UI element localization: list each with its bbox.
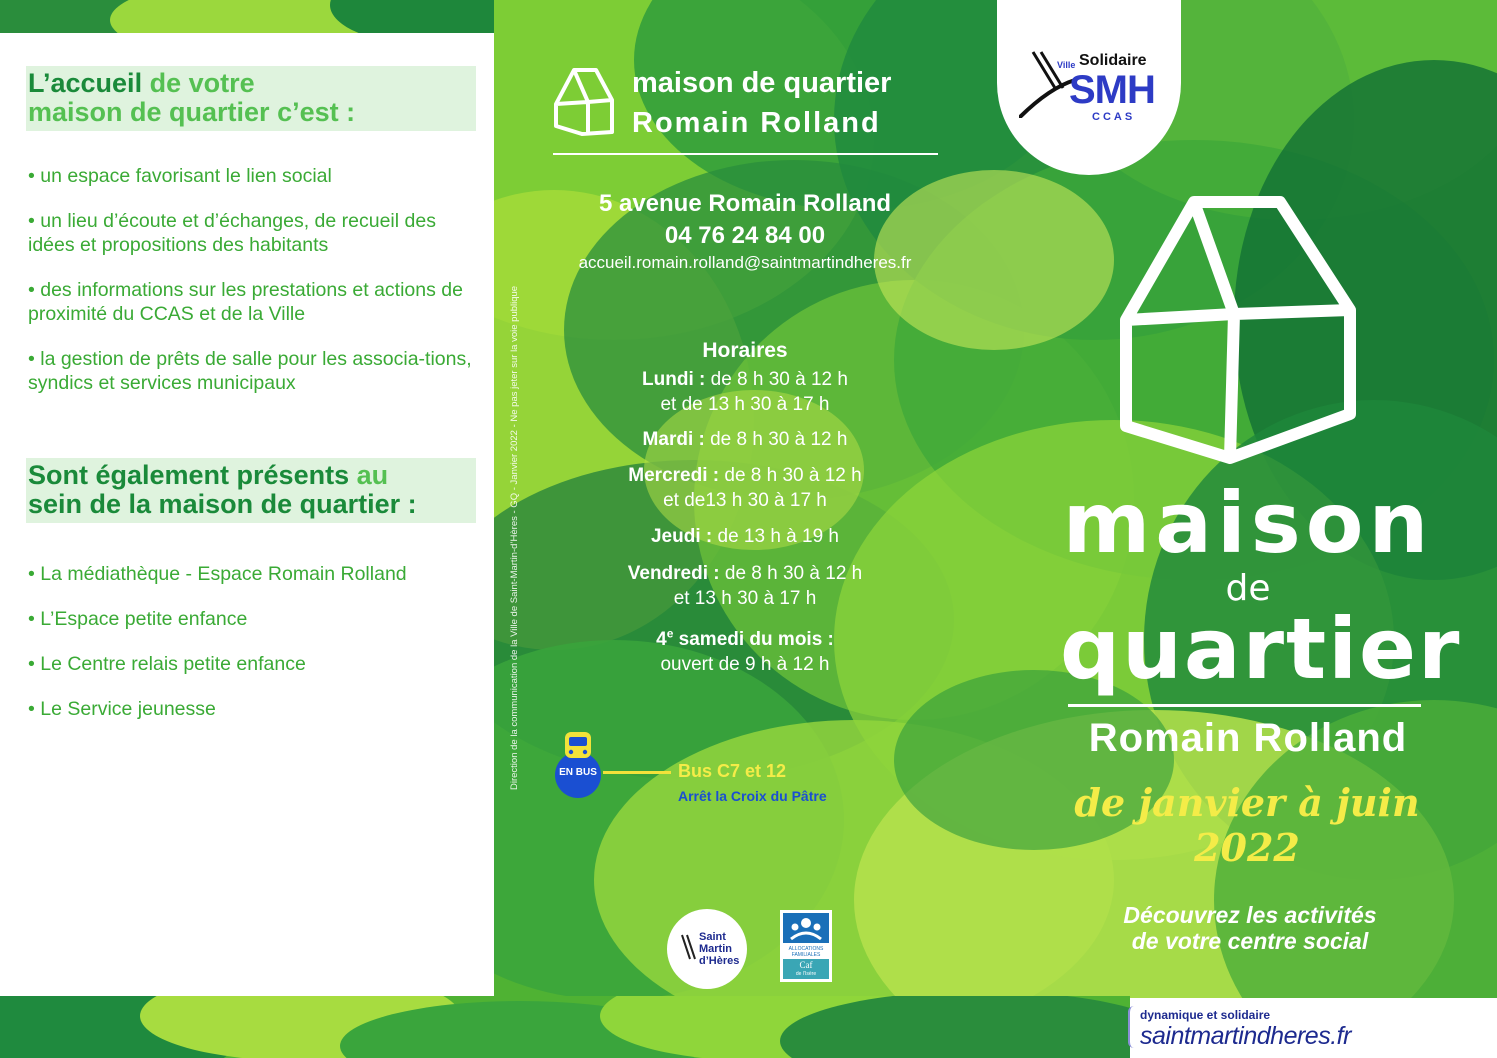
- hours-monday: [560, 367, 930, 417]
- day-extra: et 13 h 30 à 17 h: [673, 588, 817, 609]
- bus-badge: [553, 728, 603, 798]
- presents-list: [28, 562, 478, 742]
- tagline-line2: de votre centre social: [1131, 928, 1369, 954]
- saturday-suffix: e: [666, 627, 674, 641]
- heading-accueil: [26, 66, 476, 131]
- list-item: • la gestion de prêts de salle pour les associa-tions, syndics et services municipaux: [28, 348, 472, 394]
- title-romain-rolland: Romain Rolland: [1088, 716, 1408, 760]
- hours-saturday: [560, 622, 930, 677]
- bus-lines: Bus C7 et 12: [678, 761, 787, 781]
- caf-logo: [780, 910, 832, 982]
- legal-note: Direction de la communication de la Ville de Saint-Martin-d’Hères - GQ - Janvier 2022 - Ne pas jeter sur la voie publique: [509, 285, 520, 790]
- badge-solidaire: Solidaire: [1079, 52, 1147, 69]
- address: 5 avenue Romain Rolland: [598, 190, 892, 217]
- heading-presents-rest: au: [349, 460, 389, 490]
- list-item: • Le Service jeunesse: [28, 698, 216, 720]
- day-extra: et de13 h 30 à 17 h: [663, 490, 827, 511]
- title-quartier: quartier: [1060, 600, 1462, 698]
- bus-icon: [553, 728, 603, 798]
- caf-family-icon: [783, 913, 829, 943]
- caf-line: de l’Isère: [795, 971, 817, 977]
- saturday-time: ouvert de 9 h à 12 h: [660, 654, 830, 676]
- caf-line: Caf: [799, 960, 813, 970]
- smh-chevron-icon: [680, 933, 700, 963]
- day-time: de 8 h 30 à 12 h: [705, 369, 848, 390]
- heading-accueil-rest: de votre: [142, 68, 255, 98]
- day-label: Mardi :: [642, 429, 705, 450]
- title-de: de: [1225, 568, 1271, 609]
- bus-stop: Arrêt la Croix du Pâtre: [678, 788, 827, 804]
- logo-line: Saint: [699, 931, 726, 943]
- list-item: • un espace favorisant le lien social: [28, 165, 332, 187]
- list-item: • un lieu d’écoute et d’échanges, de recueil des idées et propositions des habitants: [28, 210, 436, 256]
- heading-accueil-line2: maison de quartier c’est :: [28, 97, 356, 127]
- hours-tuesday: [560, 427, 930, 452]
- maison-quartier-title: maison de quartier: [632, 67, 892, 99]
- heading-accueil-strong: L’accueil: [28, 68, 143, 98]
- list-item: • La médiathèque - Espace Romain Rolland: [28, 563, 407, 585]
- saturday-number: 4: [656, 629, 667, 651]
- email-link[interactable]: accueil.romain.rolland@saintmartindheres.fr: [578, 253, 912, 272]
- green-pattern-strip-top: [0, 0, 494, 33]
- badge-ccas: CCAS: [1092, 111, 1136, 123]
- day-label: Vendredi :: [627, 563, 720, 584]
- footer-tag: dynamique et solidaire: [1140, 1008, 1271, 1022]
- house-outline-icon: [552, 66, 616, 138]
- title-maison: maison: [1062, 474, 1434, 572]
- period: de janvier à juin 2022: [1074, 780, 1420, 870]
- day-time: de 13 h à 19 h: [712, 526, 839, 547]
- hours-friday: [560, 561, 930, 611]
- hours-wednesday: [560, 463, 930, 513]
- day-extra: et de 13 h 30 à 17 h: [660, 394, 830, 415]
- badge-smh: SMH: [1069, 68, 1155, 112]
- footer-bracket-icon: [1128, 1006, 1136, 1048]
- bus-badge-label: EN BUS: [559, 767, 597, 778]
- hours-title: Horaires: [702, 339, 788, 362]
- list-item: • Le Centre relais petite enfance: [28, 653, 306, 675]
- bus-route-line: [603, 771, 671, 774]
- day-time: de 8 h 30 à 12 h: [719, 465, 862, 486]
- logo-line: d’Hères: [699, 955, 740, 967]
- day-label: Mercredi :: [628, 465, 720, 486]
- caf-line: FAMILIALES: [791, 952, 821, 958]
- hours-thursday: [560, 524, 930, 549]
- phone-number[interactable]: 04 76 24 84 00: [664, 222, 826, 249]
- title-divider: [1068, 704, 1421, 707]
- list-item: • L’Espace petite enfance: [28, 608, 248, 630]
- caf-line: ALLOCATIONS: [788, 946, 824, 952]
- footer-website[interactable]: saintmartindheres.fr: [1140, 1022, 1351, 1050]
- list-item: • des informations sur les prestations et actions de proximité du CCAS et de la Ville: [28, 279, 463, 325]
- accueil-list: [28, 164, 478, 416]
- heading-presents-strong: Sont également présents: [28, 460, 350, 490]
- logo-line: Martin: [699, 943, 732, 955]
- divider-line: [553, 153, 938, 155]
- heading-presents: [26, 458, 476, 523]
- heading-presents-line2: sein de la maison de quartier :: [28, 489, 417, 519]
- saint-martin-dheres-logo: [667, 909, 747, 989]
- day-label: Lundi :: [642, 369, 706, 390]
- day-time: de 8 h 30 à 12 h: [719, 563, 863, 584]
- day-label: Jeudi :: [650, 526, 713, 547]
- green-pattern-strip-bottom: [0, 996, 1130, 1058]
- saturday-label: samedi du mois :: [673, 629, 834, 651]
- maison-quartier-name: Romain Rolland: [632, 107, 881, 139]
- house-outline-large-icon: [1112, 192, 1364, 468]
- tagline-line1: Découvrez les activités: [1123, 902, 1377, 928]
- badge-ville: Ville: [1057, 60, 1076, 70]
- day-time: de 8 h 30 à 12 h: [704, 429, 848, 450]
